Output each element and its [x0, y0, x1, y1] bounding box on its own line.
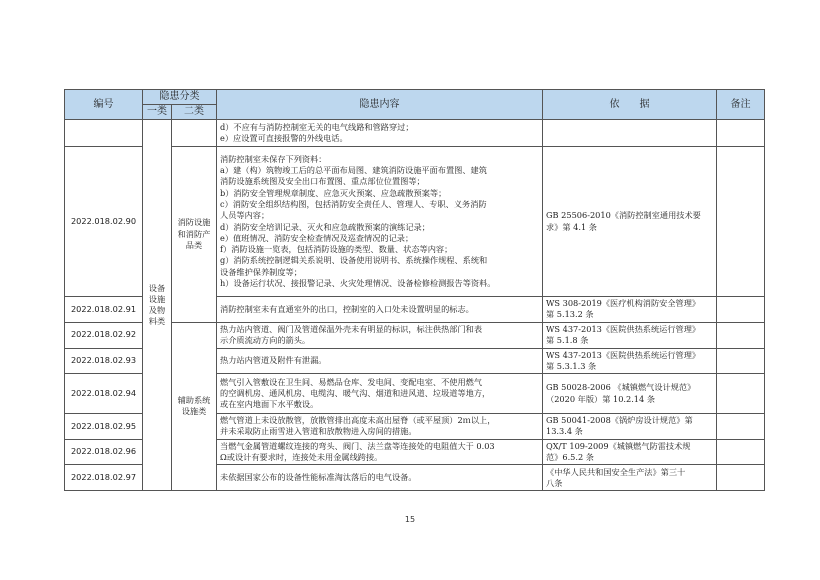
hazard-remark — [717, 439, 765, 465]
hazard-content: 热力站内管道、阀门及管道保温外壳未有明显的标识，标注供热部门和表 示介质流动方向的箭头。 — [217, 322, 543, 348]
row-number: 2022.018.02.94 — [65, 374, 143, 414]
hazard-content: 消防控制室未保存下列资料： a）建（构）筑物竣工后的总平面布局图、建筑消防设施平面布置图、建筑 消防设施系统图及安全出口布置图、重点部位位置图等； b）消防安全管理规章制度、应急灭火预案、应急疏散预案等； c）消防安全组织结构图，包括消防安全责任人、管理人、专职、义务消防 人员等内容； d）消防安全培训记录、灭火和应急疏散预案的演练记录； e）值班情况、消防安全检查情况及巡查情况的记录； f）消防设施一览表，包括消防设施的类型、数量、状态等内容； g）消防系统控制逻辑关系说明、设备使用说明书、系统操作规程、系统和 设备维护保养制度等； h）设备运行状况、接报警记录、火灾处理情况、设备检修检测报告等资料。 — [217, 147, 543, 297]
header-content: 隐患内容 — [217, 90, 543, 120]
row-number: 2022.018.02.96 — [65, 439, 143, 465]
row-number — [65, 120, 143, 147]
header-row-1 — [65, 90, 765, 105]
hazard-content: 燃气管道上未设放散管，放散管排出高度未高出屋脊（或平屋顶）2ｍ以上， 并未采取防止雨雪进入管道和放散物进入房间的措施。 — [217, 414, 543, 440]
hazard-content: 消防控制室未有直通室外的出口，控制室的入口处未设置明显的标志。 — [217, 297, 543, 323]
hazard-remark — [717, 297, 765, 323]
hazard-basis: WS 308-2019《医疗机构消防安全管理》 第 5.13.2 条 — [543, 297, 717, 323]
header-remark: 备注 — [717, 90, 765, 120]
hazard-table — [64, 89, 765, 491]
hazard-basis: GB 50041-2008《锅炉房设计规范》第 13.3.4 条 — [543, 414, 717, 440]
hazard-basis — [543, 120, 717, 147]
hazard-basis: GB 50028-2006 《城镇燃气设计规范》 （2020 年版）第 10.2.14 条 — [543, 374, 717, 414]
hazard-basis: GB 25506-2010《消防控制室通用技术要 求》第 4.1 条 — [543, 147, 717, 297]
hazard-remark — [717, 465, 765, 491]
category-fire-products: 消防设施和消防产品类 — [172, 147, 217, 323]
hazard-content: d）不应有与消防控制室无关的电气线路和管路穿过； e）应设置可直接报警的外线电话。 — [217, 120, 543, 147]
hazard-content: 燃气引入管敷设在卫生间、易燃品仓库、发电间、变配电室、不使用燃气 的空调机房、通风机房、电缆沟、暖气沟、烟道和进风道、垃圾道等地方， 或在室内地面下水平敷设。 — [217, 374, 543, 414]
hazard-remark — [717, 120, 765, 147]
row-number: 2022.018.02.92 — [65, 322, 143, 348]
page-number: 15 — [404, 515, 416, 524]
hazard-basis: QX/T 109-2009《城镇燃气防雷技术规 范》6.5.2 条 — [543, 439, 717, 465]
table-row — [65, 120, 765, 147]
hazard-content: 热力站内管道及附件有泄漏。 — [217, 348, 543, 374]
row-number: 2022.018.02.90 — [65, 147, 143, 297]
hazard-remark — [717, 147, 765, 297]
header-cat1: 一类 — [143, 105, 172, 120]
hazard-remark — [717, 348, 765, 374]
header-cat2: 二类 — [172, 105, 217, 120]
header-category: 隐患分类 — [143, 90, 217, 105]
row-number: 2022.018.02.95 — [65, 414, 143, 440]
hazard-content: 当燃气金属管道螺纹连接的弯头、阀门、法兰盘等连接处的电阻值大于 0.03 Ω或设计有要求时，连接处未用金属线跨接。 — [217, 439, 543, 465]
hazard-content: 未依据国家公布的设备性能标准淘汰落后的电气设备。 — [217, 465, 543, 491]
hazard-basis: WS 437-2013《医院供热系统运行管理》 第 5.3.1.3 条 — [543, 348, 717, 374]
category-level1: 设备设施及物料类 — [143, 120, 172, 491]
hazard-basis: 《中华人民共和国安全生产法》第三十 八条 — [543, 465, 717, 491]
header-number: 编号 — [65, 90, 143, 120]
header-basis: 依 据 — [543, 90, 717, 120]
row-number: 2022.018.02.91 — [65, 297, 143, 323]
hazard-remark — [717, 322, 765, 348]
category-auxiliary: 辅助系统设施类 — [172, 322, 217, 491]
category-level2-empty — [172, 120, 217, 147]
row-number: 2022.018.02.97 — [65, 465, 143, 491]
hazard-basis: WS 437-2013《医院供热系统运行管理》 第 5.1.8 条 — [543, 322, 717, 348]
hazard-remark — [717, 374, 765, 414]
row-number: 2022.018.02.93 — [65, 348, 143, 374]
hazard-remark — [717, 414, 765, 440]
